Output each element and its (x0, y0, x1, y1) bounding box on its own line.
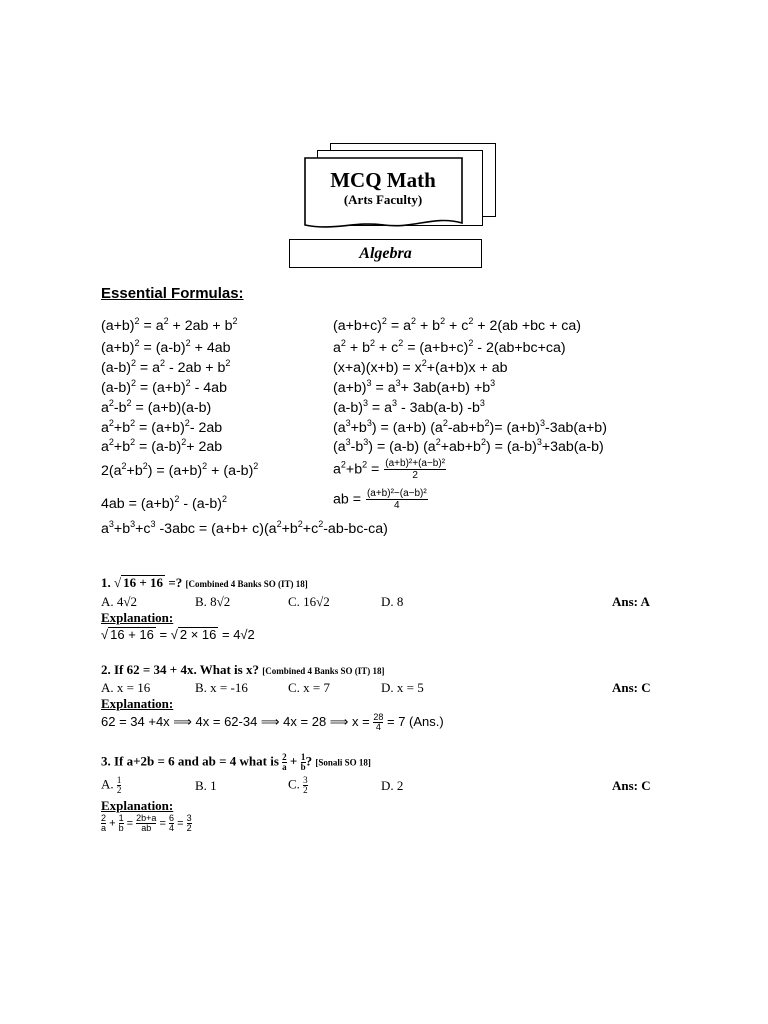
formula-right-2: $a^2 + b^2 + c^2 = (a+b+c)^2 - 2(ab+bc+ca)$ (333, 338, 566, 356)
formula-left-2: $(a+b)^2 = (a-b)^2 + 4ab$ (101, 338, 231, 356)
q2-explanation-work: 62 = 34 +4x ⟹ 4x = 62-34 ⟹ 4x = 28 ⟹ x = $\frac{28}{4}$ = 7 (Ans.) (101, 712, 444, 732)
formula-left-3: $(a-b)^2 = a^2 - 2ab + b^2$ (101, 358, 231, 376)
question-3: 3. If a+2b = 6 and ab = 4 what is $\frac{2}{a}$ + $\frac{1}{b}$ ? [Sonali SO 18] (101, 752, 371, 772)
q1-answer: Ans: A (612, 594, 650, 609)
q3-explanation-work: $\frac{2}{a}$ + $\frac{1}{b}$ = $\frac{2b+a}{ab}$ = $\frac{6}{4}$ = $\frac{3}{2}$ (101, 813, 192, 833)
document-title: MCQ Math (330, 168, 436, 192)
q2-option-a: A. x = 16 (101, 680, 151, 695)
q3-option-d: D. 2 (381, 778, 404, 793)
formula-left-9: $4ab = (a+b)^2 - (a-b)^2$ (101, 494, 227, 512)
q1-option-b: B. 8√2 (195, 594, 231, 609)
q1-option-d: D. 8 (381, 594, 404, 609)
formula-left-6: $a^2+b^2 = (a+b)^2-$ 2ab (101, 418, 223, 436)
question-1: 1. √ 16 + 16 =? [Combined 4 Banks SO (IT) 18] (101, 575, 308, 590)
q2-option-b: B. x = -16 (195, 680, 248, 695)
fraction: $\frac{\text{(a+b)²−(a−b)²}}{4}$ (366, 488, 427, 511)
q3-answer: Ans: C (612, 778, 651, 793)
topic-label: Algebra (359, 245, 412, 262)
formula-left-4: $(a-b)^2 = (a+b)^2 - 4ab$ (101, 378, 227, 396)
formula-right-8: $a^2+b^2$ = $\frac{\text{(a+b)²+(a−b)²}}{2}$ (333, 458, 446, 481)
document-subtitle: (Arts Faculty) (343, 192, 423, 207)
formula-left-7: $a^2+b^2 = (a-b)^2+ 2ab$ (101, 437, 223, 455)
formula-left-5: $a^2-b^2 = (a+b)(a-b)$ (101, 398, 212, 416)
formula-right-1: $(a+b+c)^2 = a^2 + b^2 + c^2 + 2(ab +bc + ca)$ (333, 316, 582, 334)
formula-right-6: $(a^3+b^3) = (a+b)$ $(a^2-ab+b^2)= (a+b)^3-3ab(a+b)$ (333, 418, 607, 436)
fraction: $\frac{28}{4}$ (373, 712, 384, 732)
topic-box (289, 239, 482, 268)
section-heading: Essential Formulas: (101, 285, 244, 302)
q2-answer: Ans: C (612, 680, 651, 695)
formula-right-5: $(a-b)^3 = a^3 - 3ab(a-b)$ $-b^3$ (333, 398, 485, 416)
formula-left-8: $2(a^2+b^2) = (a+b)^2 + (a-b)^2$ (101, 461, 259, 479)
q2-option-c: C. x = 7 (288, 680, 331, 695)
q3-option-b: B. 1 (195, 778, 217, 793)
q1-explanation-label: Explanation: (101, 610, 174, 625)
formula-right-3: $(x+a)(x+b) = x^2+(a+b)x$ + ab (333, 358, 508, 376)
q1-explanation-work: √ 16 + 16 = √ 2 × 16 = 4√2 (101, 627, 255, 642)
q1-option-a: A. 4√2 (101, 594, 138, 609)
fraction: $\frac{\text{(a+b)²+(a−b)²}}{2}$ (385, 458, 446, 481)
q3-option-c: C. $\frac{3}{2}$ (288, 775, 308, 795)
q2-option-d: D. x = 5 (381, 680, 424, 695)
q2-explanation-label: Explanation: (101, 696, 174, 711)
formula-left-1: $(a+b)^2 = a^2 + 2ab + b^2$ (101, 316, 238, 334)
q1-option-c: C. 16√2 (288, 594, 330, 609)
formula-right-4: $(a+b)^3 = a^3+ 3ab(a+b) +b^3$ (333, 378, 496, 396)
question-2: 2. If 62 = 34 + 4x. What is x? [Combined 4 Banks SO (IT) 18] (101, 662, 385, 677)
formula-right-7: $(a^3-b^3) = (a-b) (a^2+ab+b^2) = (a-b)^3+3ab(a-b)$ (333, 437, 604, 455)
q3-option-a: A. $\frac{1}{2}$ (101, 775, 122, 795)
formula-right-9: ab = $\frac{\text{(a+b)²−(a−b)²}}{4}$ (333, 488, 427, 511)
q3-explanation-label: Explanation: (101, 798, 174, 813)
formula-bottom: $a^3+b^3+c^3$ $-3abc = (a+b+ c)(a^2+b^2+c^2-ab-bc-ca)$ (101, 519, 388, 537)
